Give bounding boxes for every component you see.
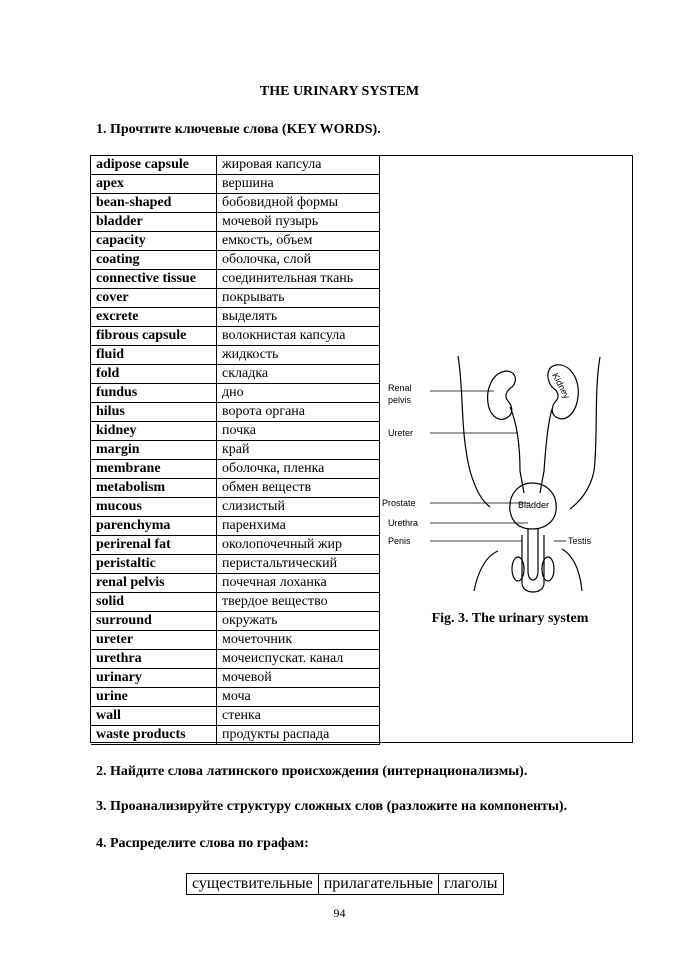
vocab-term-en: fluid — [91, 346, 217, 365]
vocab-term-ru: твердое вещество — [217, 593, 380, 612]
vocab-term-en: bean-shaped — [91, 194, 217, 213]
vocab-term-en: adipose capsule — [91, 156, 217, 175]
vocab-term-en: excrete — [91, 308, 217, 327]
vocab-row — [91, 707, 380, 726]
vocab-row — [91, 574, 380, 593]
vocab-row — [91, 422, 380, 441]
leg-inner-left — [474, 551, 498, 591]
vocab-row — [91, 251, 380, 270]
column-verbs: глаголы — [438, 874, 503, 895]
vocab-row — [91, 270, 380, 289]
vocab-term-ru: складка — [217, 365, 380, 384]
vocab-term-ru: волокнистая капсула — [217, 327, 380, 346]
task-1-heading: 1. Прочтите ключевые слова (KEY WORDS). — [96, 122, 381, 137]
vocab-term-ru: стенка — [217, 707, 380, 726]
task-3-heading: 3. Проанализируйте структуру сложных слов (разложите на компоненты). — [96, 799, 568, 814]
vocab-term-en: mucous — [91, 498, 217, 517]
vocab-term-en: parenchyma — [91, 517, 217, 536]
vocab-row — [91, 498, 380, 517]
vocab-term-ru: оболочка, слой — [217, 251, 380, 270]
vocab-term-en: kidney — [91, 422, 217, 441]
vocab-row — [91, 536, 380, 555]
vocab-row — [91, 612, 380, 631]
penis-shape — [522, 535, 544, 592]
vocab-term-en: ureter — [91, 631, 217, 650]
column-adjectives: прилагательные — [318, 874, 438, 895]
vocab-row — [91, 593, 380, 612]
vocab-term-en: perirenal fat — [91, 536, 217, 555]
vocab-term-ru: мочеиспускат. канал — [217, 650, 380, 669]
vocab-term-ru: жидкость — [217, 346, 380, 365]
vocab-term-ru: вершина — [217, 175, 380, 194]
label-pelvis: pelvis — [388, 395, 412, 405]
vocab-term-ru: мочевой пузырь — [217, 213, 380, 232]
task-4-heading: 4. Распределите слова по графам: — [96, 836, 309, 851]
label-bladder: Bladder — [518, 500, 550, 510]
vocab-row — [91, 650, 380, 669]
vocabulary-box — [90, 155, 633, 743]
vocab-term-en: capacity — [91, 232, 217, 251]
label-kidney: Kidney — [550, 371, 572, 401]
vocab-term-ru: почечная лоханка — [217, 574, 380, 593]
vocab-term-ru: мочевой — [217, 669, 380, 688]
vocab-row — [91, 555, 380, 574]
left-kidney-shape — [488, 371, 516, 419]
vocab-term-ru: соединительная ткань — [217, 270, 380, 289]
vocab-row — [91, 327, 380, 346]
vocab-term-ru: емкость, объем — [217, 232, 380, 251]
vocab-term-en: connective tissue — [91, 270, 217, 289]
vocabulary-table — [91, 156, 380, 745]
vocab-term-en: urine — [91, 688, 217, 707]
vocab-term-ru: слизистый — [217, 498, 380, 517]
vocab-term-en: metabolism — [91, 479, 217, 498]
vocab-term-ru: околопочечный жир — [217, 536, 380, 555]
task-2-heading: 2. Найдите слова латинского происхождения (интернационализмы). — [96, 764, 528, 779]
vocab-term-en: membrane — [91, 460, 217, 479]
vocab-row — [91, 631, 380, 650]
vocab-term-en: waste products — [91, 726, 217, 745]
column-nouns: существительные — [187, 874, 319, 895]
leg-inner-right — [562, 549, 582, 591]
vocab-term-ru: почка — [217, 422, 380, 441]
page-number: 94 — [333, 906, 346, 920]
vocab-row — [91, 479, 380, 498]
label-ureter: Ureter — [388, 428, 414, 438]
vocab-row — [91, 403, 380, 422]
vocab-row — [91, 175, 380, 194]
vocab-term-en: margin — [91, 441, 217, 460]
vocab-term-ru: моча — [217, 688, 380, 707]
vocab-term-en: fold — [91, 365, 217, 384]
vocab-row — [91, 365, 380, 384]
label-penis: Penis — [388, 536, 411, 546]
vocab-row — [91, 232, 380, 251]
figure-caption: Fig. 3. The urinary system — [431, 611, 589, 626]
vocab-term-ru: продукты распада — [217, 726, 380, 745]
page-title: THE URINARY SYSTEM — [259, 84, 420, 99]
vocab-row — [91, 460, 380, 479]
urethra-shape — [528, 529, 538, 580]
vocab-term-en: urethra — [91, 650, 217, 669]
label-urethra: Urethra — [388, 518, 419, 528]
vocab-term-ru: паренхима — [217, 517, 380, 536]
vocab-term-ru: жировая капсула — [217, 156, 380, 175]
vocab-term-ru: край — [217, 441, 380, 460]
vocab-term-en: fundus — [91, 384, 217, 403]
label-prostate: Prostate — [382, 498, 416, 508]
vocab-term-en: renal pelvis — [91, 574, 217, 593]
vocab-row — [91, 726, 380, 745]
vocab-term-en: peristaltic — [91, 555, 217, 574]
vocab-term-en: wall — [91, 707, 217, 726]
body-outline-left — [458, 356, 490, 507]
vocab-term-ru: ворота органа — [217, 403, 380, 422]
vocab-term-en: surround — [91, 612, 217, 631]
urinary-system-figure — [382, 351, 632, 591]
label-renal: Renal — [388, 383, 412, 393]
vocab-row — [91, 308, 380, 327]
vocab-term-ru: мочеточник — [217, 631, 380, 650]
vocab-term-ru: окружать — [217, 612, 380, 631]
label-testis: Testis — [568, 536, 592, 546]
vocab-term-ru: дно — [217, 384, 380, 403]
word-category-table — [186, 873, 504, 895]
vocab-row — [91, 517, 380, 536]
vocab-term-ru: бобовидной формы — [217, 194, 380, 213]
vocab-row — [91, 213, 380, 232]
vocab-row — [91, 346, 380, 365]
vocab-term-ru: выделять — [217, 308, 380, 327]
vocab-term-ru: покрывать — [217, 289, 380, 308]
vocab-term-en: bladder — [91, 213, 217, 232]
vocab-term-en: cover — [91, 289, 217, 308]
right-ureter — [540, 409, 552, 493]
left-ureter — [510, 407, 524, 493]
vocab-row — [91, 441, 380, 460]
vocab-term-en: apex — [91, 175, 217, 194]
vocab-term-en: fibrous capsule — [91, 327, 217, 346]
vocab-term-ru: оболочка, пленка — [217, 460, 380, 479]
body-outline-right — [570, 357, 600, 509]
vocab-term-en: solid — [91, 593, 217, 612]
vocab-row — [91, 289, 380, 308]
vocab-row — [91, 194, 380, 213]
vocab-term-ru: обмен веществ — [217, 479, 380, 498]
vocab-row — [91, 384, 380, 403]
vocab-row — [91, 156, 380, 175]
vocab-term-en: urinary — [91, 669, 217, 688]
vocab-term-en: coating — [91, 251, 217, 270]
vocab-term-en: hilus — [91, 403, 217, 422]
vocab-row — [91, 688, 380, 707]
vocab-term-ru: перистальтический — [217, 555, 380, 574]
vocab-row — [91, 669, 380, 688]
